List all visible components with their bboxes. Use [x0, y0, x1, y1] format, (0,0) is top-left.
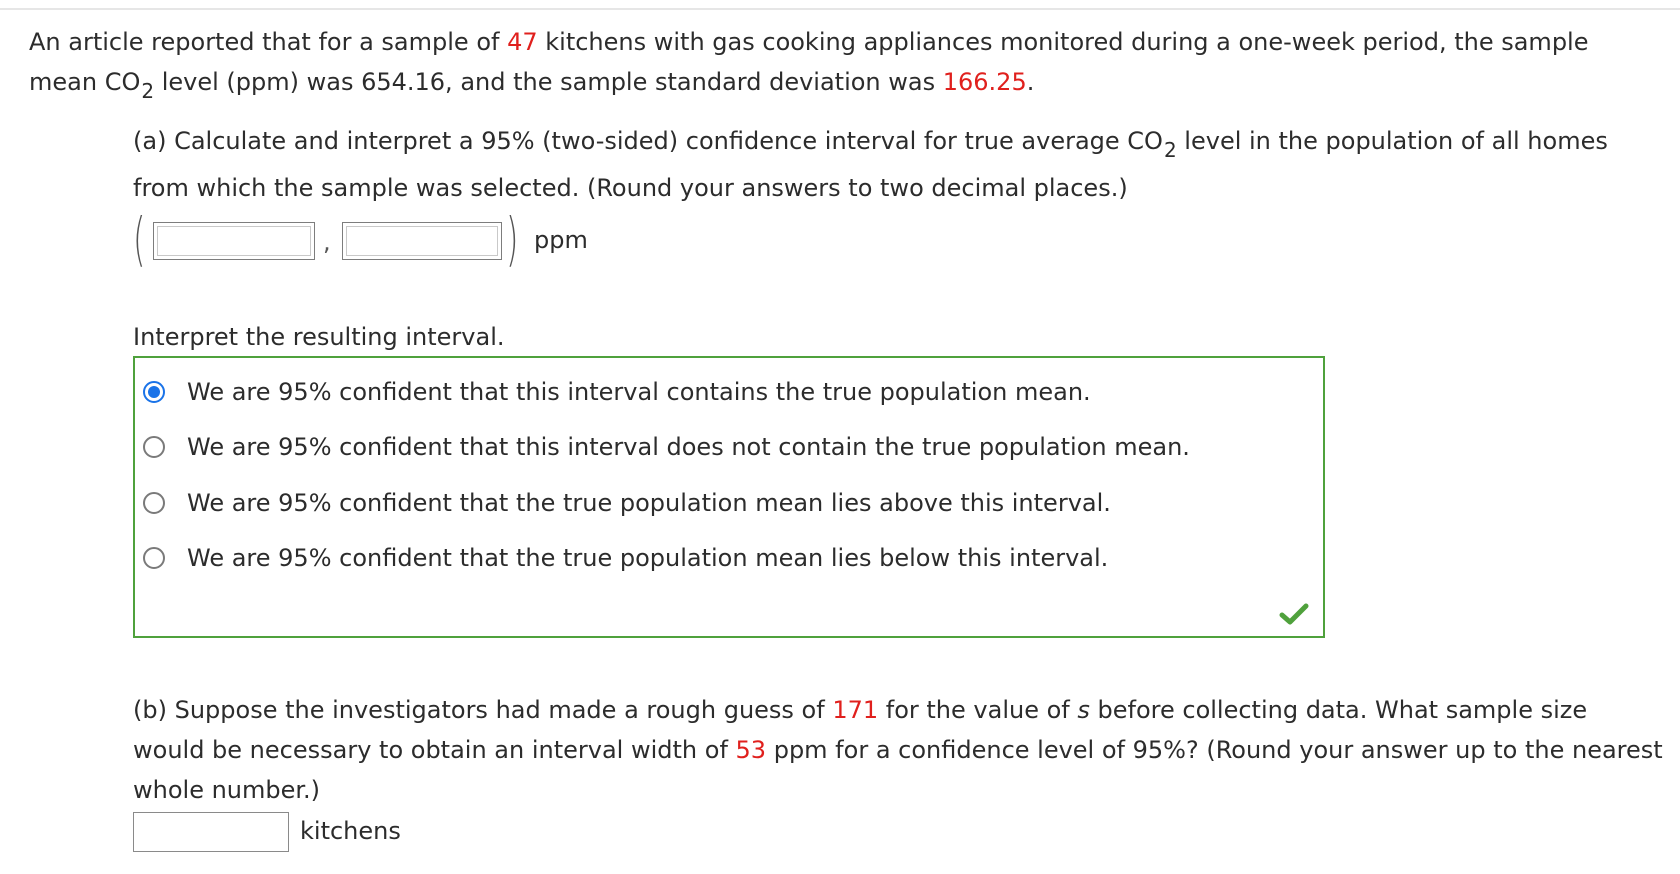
- guess-value: 171: [832, 696, 879, 724]
- part-b-text-2: for the value of: [878, 696, 1078, 724]
- part-b-text-3: before collecting data. What sample size would be necessary to obtain an interval width of: [133, 696, 1588, 764]
- option-contains[interactable]: [143, 372, 1091, 412]
- option-label: We are 95% confident that this interval contains the true population mean.: [187, 378, 1091, 406]
- close-paren: ): [506, 205, 519, 273]
- top-divider: [0, 8, 1680, 10]
- intro-text-3: level (ppm) was 654.16, and the sample standard deviation was: [154, 68, 943, 96]
- ci-upper-value: [346, 226, 498, 256]
- intro-text-4: .: [1026, 68, 1035, 96]
- option-label: We are 95% confident that this interval does not contain the true population mean.: [187, 433, 1190, 461]
- option-above[interactable]: [143, 483, 1111, 523]
- std-dev-value: 166.25: [942, 68, 1027, 96]
- width-value: 53: [735, 736, 767, 764]
- ci-upper-input[interactable]: [342, 222, 502, 260]
- option-not-contains[interactable]: [143, 427, 1190, 467]
- part-a-text-2: level in the population of all homes from which the sample was selected. (Round your answers to two decimal places.): [133, 127, 1608, 202]
- radio-unselected[interactable]: [143, 492, 165, 514]
- radio-selected[interactable]: [143, 381, 165, 403]
- radio-unselected[interactable]: [143, 547, 165, 569]
- part-b-text-1: (b) Suppose the investigators had made a rough guess of: [133, 696, 833, 724]
- part-a-text-1: (a) Calculate and interpret a 95% (two-sided) confidence interval for true average CO: [133, 127, 1163, 155]
- option-below[interactable]: [143, 538, 1108, 578]
- part-a-question: [133, 118, 1663, 211]
- sample-size-input[interactable]: [133, 812, 289, 852]
- ppm-unit-label: ppm: [534, 226, 588, 254]
- variable-s: s: [1077, 696, 1090, 724]
- intro-text-2: kitchens with gas cooking appliances monitored during a one-week period, the sample mean CO: [29, 28, 1589, 96]
- interpretation-choices: [133, 356, 1325, 638]
- option-label: We are 95% confident that the true population mean lies below this interval.: [187, 544, 1109, 572]
- ci-lower-input[interactable]: [153, 222, 315, 260]
- part-b-text-4: ppm for a confidence level of 95%? (Round your answer up to the nearest whole number.): [133, 736, 1663, 804]
- radio-unselected[interactable]: [143, 436, 165, 458]
- interpret-prompt: Interpret the resulting interval.: [133, 323, 505, 351]
- checkmark-icon: [1279, 602, 1309, 626]
- kitchens-unit-label: kitchens: [300, 817, 401, 845]
- part-b-question: [133, 690, 1663, 810]
- open-paren: (: [133, 205, 146, 273]
- sample-size-value: 47: [507, 28, 538, 56]
- comma-separator: ,: [323, 228, 331, 256]
- subscript-2: 2: [141, 79, 155, 103]
- ci-lower-value: [157, 226, 311, 256]
- intro-text-1: An article reported that for a sample of: [29, 28, 508, 56]
- subscript-2: 2: [1163, 138, 1177, 162]
- option-label: We are 95% confident that the true population mean lies above this interval.: [187, 489, 1111, 517]
- question-intro: [29, 22, 1659, 103]
